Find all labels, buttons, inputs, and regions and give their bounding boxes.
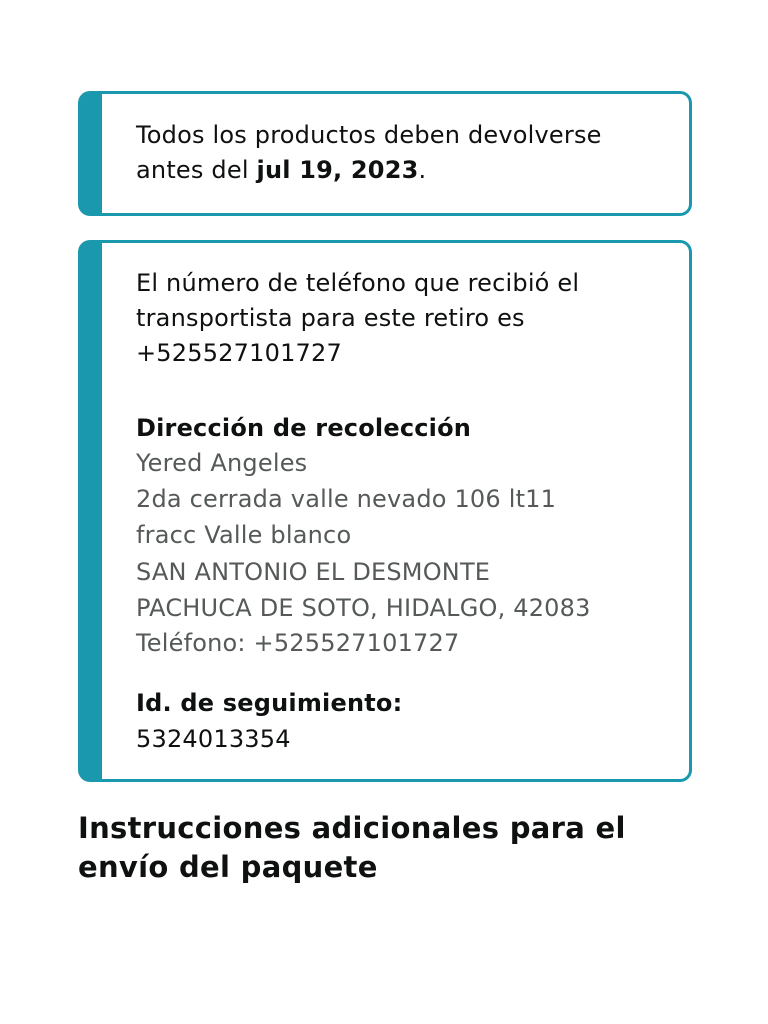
tracking-id-label: Id. de seguimiento:: [136, 689, 403, 717]
pickup-address-line4: PACHUCA DE SOTO, HIDALGO, 42083: [136, 594, 591, 622]
return-deadline-date: jul 19, 2023: [256, 156, 419, 184]
carrier-phone-notice: El número de teléfono que recibió el transportista para este retiro es +525527101727: [136, 269, 580, 367]
additional-instructions-heading: Instrucciones adicionales para el envío del paquete: [78, 811, 626, 884]
pickup-address-label: Dirección de recolección: [136, 414, 472, 442]
pickup-address-phone: Teléfono: +525527101727: [136, 629, 460, 657]
return-deadline-text: [136, 118, 666, 188]
pickup-address-line3: SAN ANTONIO EL DESMONTE: [136, 558, 491, 586]
tracking-id-value: 5324013354: [136, 725, 291, 753]
return-deadline-prefix: Todos los productos deben devolverse antes del: [136, 121, 602, 184]
pickup-address-line2: fracc Valle blanco: [136, 521, 352, 549]
pickup-address-line1: 2da cerrada valle nevado 106 lt11: [136, 485, 557, 513]
return-deadline-suffix: .: [418, 156, 427, 184]
pickup-address-name: Yered Angeles: [136, 449, 308, 477]
